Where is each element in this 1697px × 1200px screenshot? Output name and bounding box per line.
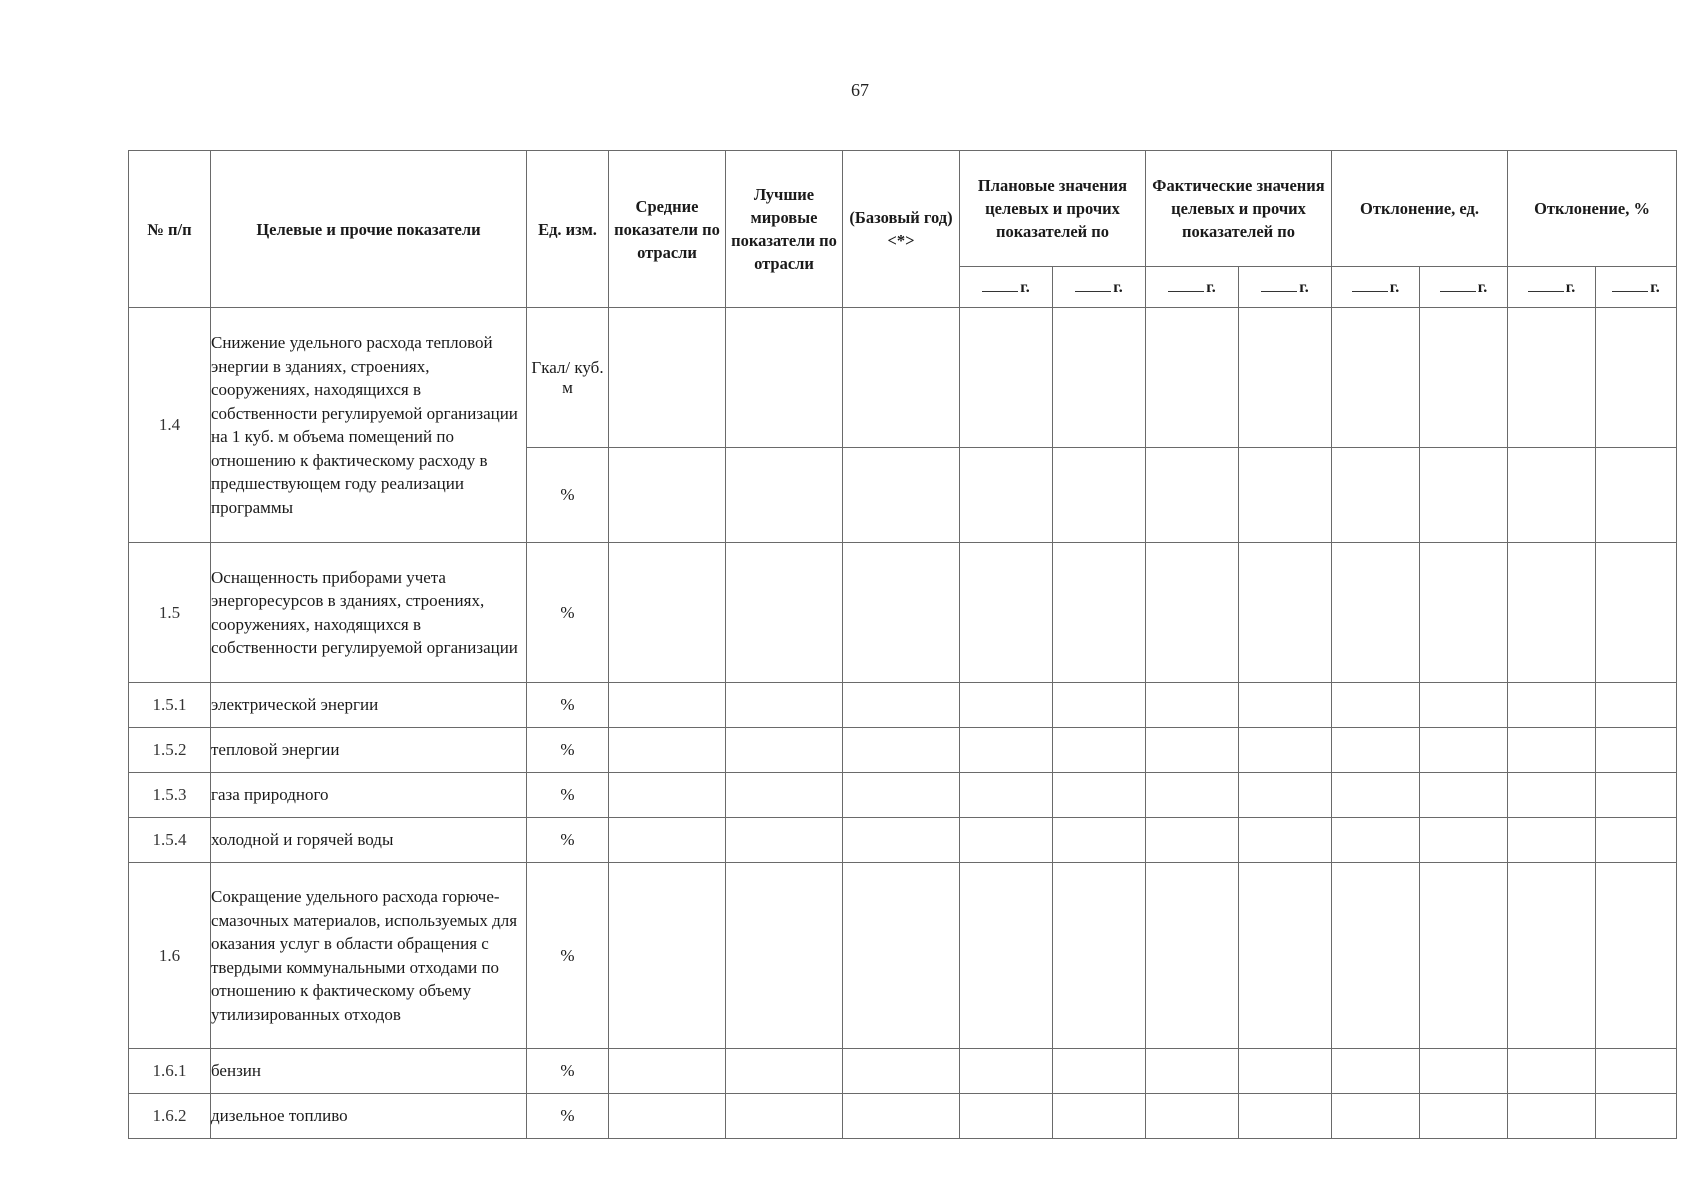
value-cell[interactable] (1332, 308, 1420, 448)
table-row (129, 1094, 1677, 1139)
year-cell: г. (1053, 267, 1146, 308)
row-number: 1.5.4 (129, 818, 211, 863)
row-indicator-name: холодной и горячей воды (211, 818, 527, 863)
value-cell[interactable] (609, 308, 726, 448)
value-cell[interactable] (1146, 683, 1239, 728)
row-unit: % (527, 1094, 609, 1139)
value-cell[interactable] (1596, 728, 1677, 773)
value-cell[interactable] (1146, 728, 1239, 773)
value-cell[interactable] (1508, 1094, 1596, 1139)
year-cell: г. (960, 267, 1053, 308)
value-cell[interactable] (726, 543, 843, 683)
value-cell[interactable] (1146, 543, 1239, 683)
row-indicator-name: газа природного (211, 773, 527, 818)
value-cell[interactable] (1420, 728, 1508, 773)
value-cell[interactable] (726, 683, 843, 728)
value-cell[interactable] (609, 1049, 726, 1094)
value-cell[interactable] (1420, 818, 1508, 863)
year-cell: г. (1332, 267, 1420, 308)
value-cell[interactable] (1596, 683, 1677, 728)
header-base-year: (Базовый год) <*> (843, 151, 960, 308)
row-number: 1.4 (129, 308, 211, 543)
table-row (129, 818, 1677, 863)
value-cell[interactable] (1146, 448, 1239, 543)
row-number: 1.6.2 (129, 1094, 211, 1139)
value-cell[interactable] (960, 448, 1053, 543)
value-cell[interactable] (1508, 863, 1596, 1049)
value-cell[interactable] (1239, 308, 1332, 448)
value-cell[interactable] (1508, 683, 1596, 728)
value-cell[interactable] (726, 818, 843, 863)
value-cell[interactable] (1332, 1049, 1420, 1094)
value-cell[interactable] (960, 543, 1053, 683)
value-cell[interactable] (1332, 818, 1420, 863)
value-cell[interactable] (1596, 818, 1677, 863)
value-cell[interactable] (1146, 818, 1239, 863)
value-cell[interactable] (960, 683, 1053, 728)
value-cell[interactable] (726, 773, 843, 818)
value-cell[interactable] (1332, 728, 1420, 773)
value-cell[interactable] (726, 728, 843, 773)
row-unit: % (527, 683, 609, 728)
row-indicator-name: тепловой энергии (211, 728, 527, 773)
value-cell[interactable] (1053, 543, 1146, 683)
row-indicator-name: электрической энергии (211, 683, 527, 728)
value-cell[interactable] (960, 818, 1053, 863)
value-cell[interactable] (843, 728, 960, 773)
row-indicator-name: бензин (211, 1049, 527, 1094)
row-unit: % (527, 1049, 609, 1094)
value-cell[interactable] (960, 863, 1053, 1049)
value-cell[interactable] (1596, 863, 1677, 1049)
table-row (129, 863, 1677, 1049)
value-cell[interactable] (726, 863, 843, 1049)
value-cell[interactable] (1239, 863, 1332, 1049)
value-cell[interactable] (1239, 1049, 1332, 1094)
row-unit: Гкал/ куб. м (527, 308, 609, 448)
value-cell[interactable] (843, 683, 960, 728)
value-cell[interactable] (1420, 308, 1508, 448)
value-cell[interactable] (1239, 683, 1332, 728)
value-cell[interactable] (609, 818, 726, 863)
value-cell[interactable] (960, 728, 1053, 773)
value-cell[interactable] (609, 1094, 726, 1139)
value-cell[interactable] (1239, 773, 1332, 818)
value-cell[interactable] (843, 543, 960, 683)
value-cell[interactable] (609, 863, 726, 1049)
value-cell[interactable] (1146, 863, 1239, 1049)
year-cell: г. (1146, 267, 1239, 308)
value-cell[interactable] (726, 308, 843, 448)
value-cell[interactable] (1332, 683, 1420, 728)
value-cell[interactable] (1596, 448, 1677, 543)
value-cell[interactable] (1239, 818, 1332, 863)
header-num: № п/п (129, 151, 211, 308)
value-cell[interactable] (843, 818, 960, 863)
value-cell[interactable] (960, 308, 1053, 448)
value-cell[interactable] (1508, 728, 1596, 773)
value-cell[interactable] (1146, 308, 1239, 448)
table-row (129, 728, 1677, 773)
header-industry-average: Средние показатели по отрасли (609, 151, 726, 308)
value-cell[interactable] (1053, 1049, 1146, 1094)
header-fact-values: Фактические значения целевых и прочих показателей по (1146, 151, 1332, 267)
row-unit: % (527, 448, 609, 543)
header-deviation-percent: Отклонение, % (1508, 151, 1677, 267)
value-cell[interactable] (609, 683, 726, 728)
value-cell[interactable] (1508, 773, 1596, 818)
value-cell[interactable] (1332, 448, 1420, 543)
row-number: 1.5 (129, 543, 211, 683)
value-cell[interactable] (1508, 308, 1596, 448)
value-cell[interactable] (1053, 683, 1146, 728)
value-cell[interactable] (609, 543, 726, 683)
value-cell[interactable] (1053, 308, 1146, 448)
value-cell[interactable] (1053, 818, 1146, 863)
row-number: 1.6.1 (129, 1049, 211, 1094)
row-number: 1.6 (129, 863, 211, 1049)
table-row (129, 773, 1677, 818)
value-cell[interactable] (1420, 543, 1508, 683)
header-unit: Ед. изм. (527, 151, 609, 308)
header-plan-values: Плановые значения целевых и прочих показателей по (960, 151, 1146, 267)
value-cell[interactable] (609, 728, 726, 773)
value-cell[interactable] (843, 1049, 960, 1094)
value-cell[interactable] (1596, 543, 1677, 683)
value-cell[interactable] (1508, 818, 1596, 863)
row-indicator-name: Снижение удельного расхода тепловой энергии в зданиях, строениях, сооружениях, находящихся в собственности регулируемой организации на 1 куб. м объема помещений по отношению к фактическому расходу в предшествующем году реализации программы (211, 308, 527, 543)
value-cell[interactable] (726, 1094, 843, 1139)
value-cell[interactable] (843, 1094, 960, 1139)
value-cell[interactable] (1596, 308, 1677, 448)
value-cell[interactable] (843, 448, 960, 543)
header-deviation-units: Отклонение, ед. (1332, 151, 1508, 267)
value-cell[interactable] (726, 1049, 843, 1094)
year-cell: г. (1420, 267, 1508, 308)
value-cell[interactable] (1146, 1094, 1239, 1139)
value-cell[interactable] (1332, 543, 1420, 683)
year-cell: г. (1239, 267, 1332, 308)
value-cell[interactable] (1508, 543, 1596, 683)
value-cell[interactable] (1053, 728, 1146, 773)
row-indicator-name: Сокращение удельного расхода горюче-смазочных материалов, используемых для оказания услуг в области обращения с твердыми коммунальными отходами по отношению к фактическому объему утилизированных отходов (211, 863, 527, 1049)
value-cell[interactable] (1053, 863, 1146, 1049)
value-cell[interactable] (726, 448, 843, 543)
value-cell[interactable] (1053, 1094, 1146, 1139)
value-cell[interactable] (960, 1049, 1053, 1094)
value-cell[interactable] (960, 773, 1053, 818)
value-cell[interactable] (1332, 863, 1420, 1049)
header-row (129, 151, 1677, 267)
value-cell[interactable] (1508, 448, 1596, 543)
value-cell[interactable] (1420, 1049, 1508, 1094)
value-cell[interactable] (1420, 863, 1508, 1049)
value-cell[interactable] (1420, 448, 1508, 543)
value-cell[interactable] (1420, 773, 1508, 818)
value-cell[interactable] (609, 448, 726, 543)
row-indicator-name: Оснащенность приборами учета энергоресурсов в зданиях, строениях, сооружениях, находящихся в собственности регулируемой организации (211, 543, 527, 683)
value-cell[interactable] (1239, 448, 1332, 543)
value-cell[interactable] (1239, 543, 1332, 683)
row-unit: % (527, 543, 609, 683)
year-cell: г. (1508, 267, 1596, 308)
value-cell[interactable] (1596, 773, 1677, 818)
value-cell[interactable] (1146, 1049, 1239, 1094)
row-number: 1.5.1 (129, 683, 211, 728)
row-number: 1.5.3 (129, 773, 211, 818)
header-name: Целевые и прочие показатели (211, 151, 527, 308)
value-cell[interactable] (1239, 1094, 1332, 1139)
value-cell[interactable] (843, 308, 960, 448)
value-cell[interactable] (1596, 1094, 1677, 1139)
row-unit: % (527, 863, 609, 1049)
table-row (129, 683, 1677, 728)
value-cell[interactable] (1146, 773, 1239, 818)
indicators-table (128, 150, 1677, 1139)
value-cell[interactable] (960, 1094, 1053, 1139)
value-cell[interactable] (1596, 1049, 1677, 1094)
table-row (129, 1049, 1677, 1094)
row-indicator-name: дизельное топливо (211, 1094, 527, 1139)
value-cell[interactable] (1053, 773, 1146, 818)
value-cell[interactable] (1332, 1094, 1420, 1139)
year-cell: г. (1596, 267, 1677, 308)
value-cell[interactable] (609, 773, 726, 818)
value-cell[interactable] (843, 863, 960, 1049)
table-row (129, 543, 1677, 683)
value-cell[interactable] (1053, 448, 1146, 543)
row-unit: % (527, 773, 609, 818)
page-number: 67 (851, 80, 869, 100)
row-unit: % (527, 728, 609, 773)
value-cell[interactable] (1508, 1049, 1596, 1094)
table-row (129, 308, 1677, 448)
header-world-best: Лучшие мировые показатели по отрасли (726, 151, 843, 308)
row-unit: % (527, 818, 609, 863)
value-cell[interactable] (1239, 728, 1332, 773)
value-cell[interactable] (1332, 773, 1420, 818)
value-cell[interactable] (1420, 1094, 1508, 1139)
row-number: 1.5.2 (129, 728, 211, 773)
value-cell[interactable] (843, 773, 960, 818)
value-cell[interactable] (1420, 683, 1508, 728)
